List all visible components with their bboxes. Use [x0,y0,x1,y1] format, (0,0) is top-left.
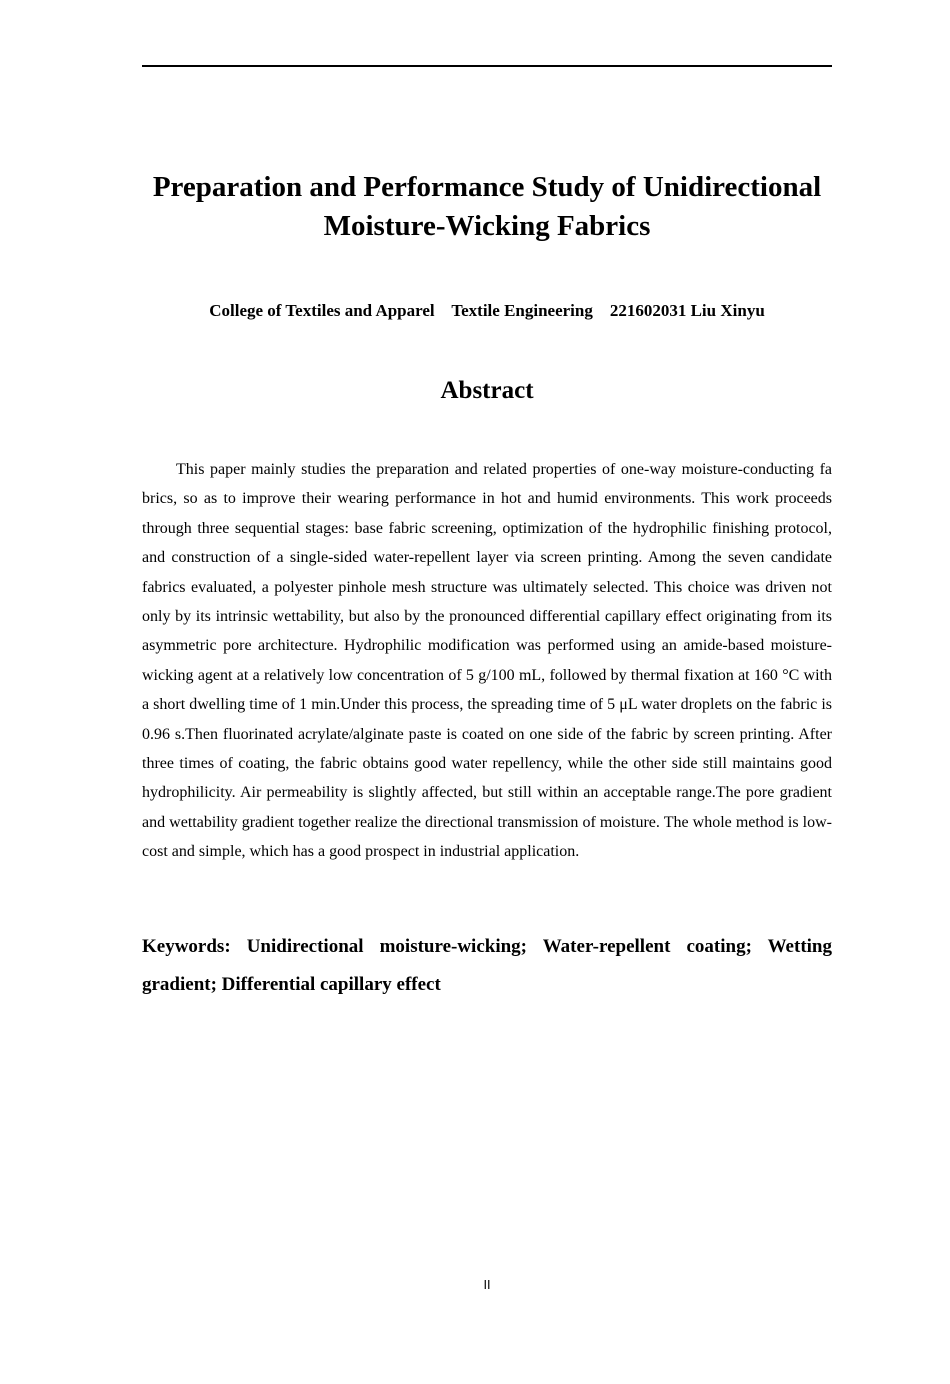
keywords: Keywords: Unidirectional moisture-wicking; Water-repellent coating; Wetting gradient; Differential capillary effect [142,936,832,995]
abstract-heading: Abstract [440,377,534,404]
abstract-body: This paper mainly studies the preparation and related properties of one-way moisture-conducting fa brics, so as to improve their wearing performance in hot and humid environments. This work proceeds through three sequential stages: base fabric screening, optimization of the hydrophilic finishing protocol, and construction of a single-sided water-repellent layer via screen printing. Among the seven candidate fabrics evaluated, a polyester pinhole mesh structure was ultimately selected. This choice was driven not only by its intrinsic wettability, but also by the pronounced differential capillary effect originating from its asymmetric pore architecture. Hydrophilic modification was performed using an amide-based moisture-wicking agent at a relatively low concentration of 5 g/100 mL, followed by thermal fixation at 160 °C with a short dwelling time of 1 min.Under this process, the spreading time of 5 μL water droplets on the fabric is 0.96 s.Then fluorinated acrylate/alginate paste is coated on one side of the fabric by screen printing. After three times of coating, the fabric obtains good water repellency, while the other side still maintains good hydrophilicity. Air permeability is slightly affected, but still within an acceptable range.The pore gradient and wettability gradient together realize the directional transmission of moisture. The whole method is low-cost and simple, which has a good prospect in industrial application. [142,461,832,861]
author-affiliation: College of Textiles and Apparel Textile Engineering 221602031 Liu Xinyu [209,301,765,320]
page-number: II [483,1278,491,1292]
header-rule [142,65,832,67]
paper-title: Preparation and Performance Study of Unidirectional Moisture-Wicking Fabrics [152,171,822,242]
